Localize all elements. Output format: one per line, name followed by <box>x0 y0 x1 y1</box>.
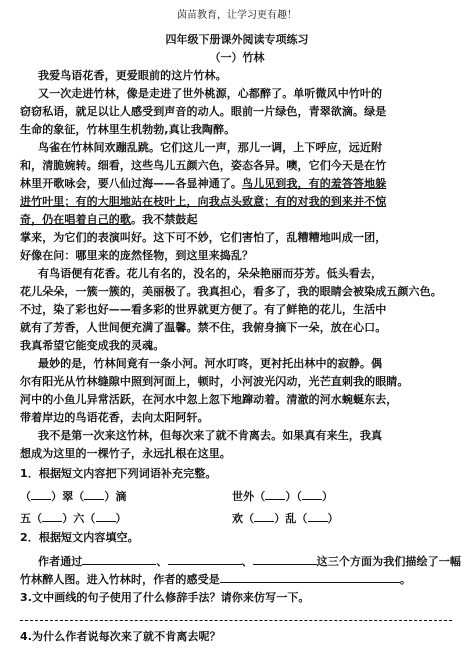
answer-blank[interactable] <box>84 488 104 500</box>
passage-line: 花儿朵朵，一簇一簇的，美丽极了。我真担心，看多了，我的眼睛会被染成五颜六色。 <box>20 285 442 298</box>
answer-blank[interactable] <box>302 488 322 500</box>
q2-text: 。 <box>399 573 411 586</box>
q1-blank-row <box>20 510 127 526</box>
q1-text: ）乱（ <box>274 512 308 525</box>
passage-text: 。我不禁鼓起 <box>131 213 198 226</box>
answer-blank[interactable] <box>265 488 285 500</box>
q2-text: 作者通过 <box>38 555 83 568</box>
question-4: 4.为什么作者说每次来了就不肯离去呢？ <box>20 630 221 643</box>
passage-title: （一）竹林 <box>209 51 265 64</box>
passage-line: 窃窃私语，就足以让人感受到声音的动人。眼前一片绿色，青翠欲滴。绿是 <box>20 105 387 118</box>
q1-text: ） <box>322 490 334 503</box>
q1-text: （ <box>20 490 32 503</box>
q1-text: ）六（ <box>62 512 96 525</box>
q2-fill-line <box>20 571 411 587</box>
passage-line: 鸟雀在竹林间欢蹦乱跳。它们这儿一声，那儿一调，上下呼应，远近附 <box>38 141 383 154</box>
underlined-sentence: 奇，仍在唱着自己的歌 <box>20 213 131 226</box>
q2-text: 竹林醉人图。进入竹林时，作者的感受是 <box>20 573 220 586</box>
q2-text: 这三个方面为我们描绘了一幅 <box>316 555 461 568</box>
passage-line: 掌来，为它们的表演叫好。这下可不妙，它们害怕了，乱糟糟地叫成一团， <box>20 231 387 244</box>
passage-line: 和，清脆婉转。细看，这些鸟儿五颜六色，姿态各异。噢，它们今天是在竹 <box>20 159 387 172</box>
passage-line: 生命的象征，竹林里生机勃勃,真让我陶醉。 <box>20 123 236 136</box>
q1-text: 欢（ <box>232 512 255 525</box>
passage-line: 想成为这里的一棵竹子，永远扎根在这里。 <box>20 447 231 460</box>
passage-line: 就有了芳香，人世间便充满了温馨。禁不住，我俯身摘下一朵，放在心口。 <box>20 321 387 334</box>
q2-text: 、 <box>241 555 253 568</box>
passage-line: 有鸟语便有花香。花儿有名的，没名的，朵朵艳丽而芬芳。低头看去， <box>38 267 383 280</box>
passage-line: 带着岸边的鸟语花香，去向太阳阿轩。 <box>20 411 209 424</box>
q1-text: ） <box>327 512 339 525</box>
answer-blank[interactable] <box>82 553 156 565</box>
q1-text: 五（ <box>20 512 43 525</box>
passage-line: 好像在问：哪里来的庞然怪物，到这里来捣乱？ <box>20 249 254 262</box>
q1-text: ）滴 <box>104 490 127 503</box>
page-title: 四年级下册课外阅读专项练习 <box>165 33 309 46</box>
question-1: 1．根据短文内容把下列词语补充完整。 <box>20 467 217 480</box>
answer-line[interactable] <box>20 620 452 621</box>
q1-text: 世外（ <box>232 490 266 503</box>
answer-blank[interactable] <box>220 571 400 583</box>
q1-blank-row <box>232 510 339 526</box>
answer-blank[interactable] <box>96 510 116 522</box>
passage-line: 我不是第一次来这竹林，但每次来了就不肯离去。如果真有来生，我真 <box>38 429 383 442</box>
underlined-sentence: 鸟儿见到我，有的羞答答地躲 <box>242 177 387 190</box>
q1-blank-row <box>20 488 127 504</box>
answer-blank[interactable] <box>253 553 317 565</box>
answer-blank[interactable] <box>42 510 62 522</box>
q1-text: ）（ <box>285 490 303 503</box>
q1-text: ）翠（ <box>51 490 85 503</box>
passage-line: 尔有阳光从竹林缝隙中照到河面上，顿时，小河波光闪动，光芒直刺我的眼睛。 <box>20 375 409 388</box>
answer-blank[interactable] <box>254 510 274 522</box>
passage-line: 又一次走进竹林，像是走进了世外桃源，心都醉了。单听微风中竹叶的 <box>38 87 383 100</box>
q1-blank-row <box>232 488 333 504</box>
q2-fill-line <box>38 553 461 569</box>
q1-text: ） <box>115 512 127 525</box>
passage-text: 林里开歌咏会，要八仙过海——各显神通了。 <box>20 177 242 190</box>
passage-line: 我爱鸟语花香，更爱眼前的这片竹林。 <box>38 69 227 82</box>
passage-line: 最妙的是，竹林间竟有一条小河。河水叮咚，更衬托出林中的寂静。偶 <box>38 357 383 370</box>
brand-header: 茵苗教育，让学习更有趣！ <box>177 10 297 21</box>
question-3: 3.文中画线的句子使用了什么修辞手法？请你来仿写一下。 <box>20 591 310 604</box>
answer-blank[interactable] <box>308 510 328 522</box>
answer-blank[interactable] <box>31 488 51 500</box>
question-2: 2．根据短文内容填空。 <box>20 531 139 544</box>
passage-line: 河中的小鱼儿异常活跃，在河水中忽上忽下地蹿动着。清澈的河水蜿蜒东去， <box>20 393 398 406</box>
passage-line <box>20 213 198 227</box>
passage-line <box>20 177 386 191</box>
underlined-sentence: 进竹叶里；有的大胆地站在枝叶上，向我点头致意；有的对我的到来并不惊 <box>20 195 387 208</box>
answer-blank[interactable] <box>168 553 242 565</box>
passage-line: 不过，染了彩也好——看多彩的世界就更方便了。有了鲜艳的花儿，生活中 <box>20 303 387 316</box>
q2-text: 、 <box>156 555 168 568</box>
passage-line: 我真希望它能变成我的灵魂。 <box>20 339 165 352</box>
